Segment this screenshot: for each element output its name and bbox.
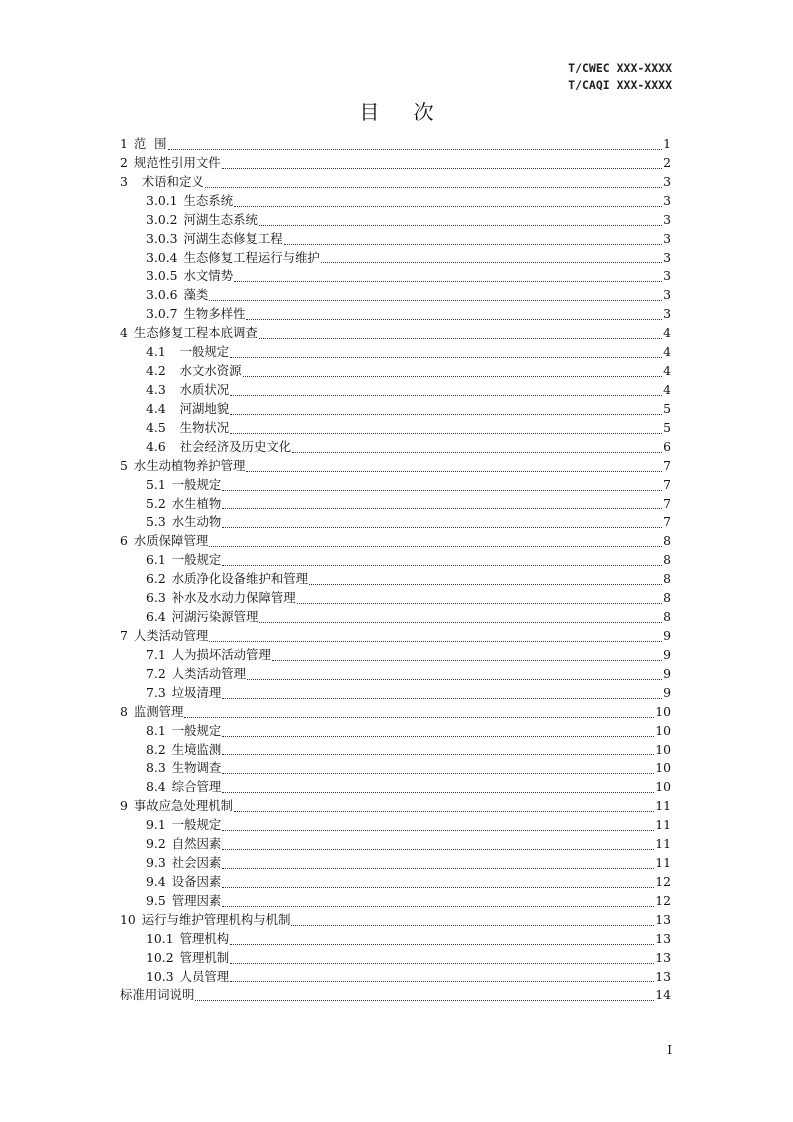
toc-entry[interactable] (120, 211, 671, 230)
toc-leader-dots (195, 989, 654, 1001)
toc-entry-title: 监测管理 (133, 703, 184, 719)
toc-entry-page: 3 (663, 211, 671, 227)
toc-entry-number: 3.0.5 (146, 268, 178, 284)
toc-leader-dots (309, 573, 662, 585)
toc-entry[interactable] (120, 192, 671, 211)
toc-entry[interactable] (120, 513, 671, 532)
toc-leader-dots (321, 251, 662, 263)
toc-leader-dots (222, 157, 662, 169)
toc-entry-title: 河湖污染源管理 (171, 609, 259, 625)
toc-leader-dots (222, 687, 662, 699)
toc-entry-page: 3 (663, 230, 671, 246)
toc-entry[interactable] (120, 173, 671, 192)
toc-entry-number: 9.1 (146, 817, 166, 833)
toc-leader-dots (246, 460, 662, 472)
toc-entry-page: 4 (663, 381, 671, 397)
toc-entry-title: 管理机构 (179, 930, 230, 946)
toc-entry-number: 8.3 (146, 760, 166, 776)
toc-entry-number: 3.0.6 (146, 287, 178, 303)
toc-entry-title: 设备因素 (171, 873, 222, 889)
toc-entry-page: 10 (655, 703, 671, 719)
toc-entry-title: 一般规定 (171, 817, 222, 833)
toc-entry-number: 9.4 (146, 873, 166, 889)
toc-entry[interactable] (120, 457, 671, 476)
toc-entry-title: 社会经济及历史文化 (171, 438, 292, 454)
toc-entry-number: 4.5 (146, 419, 166, 435)
toc-entry-title: 人为损坏活动管理 (171, 646, 271, 662)
toc-leader-dots (222, 516, 662, 528)
toc-leader-dots (184, 706, 654, 718)
toc-entry-title: 管理机制 (179, 949, 230, 965)
toc-entry-title: 生物调查 (171, 760, 222, 776)
toc-entry-page: 11 (655, 836, 671, 852)
toc-leader-dots (230, 384, 662, 396)
toc-leader-dots (247, 668, 662, 680)
toc-leader-dots (209, 630, 662, 642)
toc-leader-dots (222, 857, 654, 869)
toc-leader-dots (291, 914, 654, 926)
standard-codes (568, 60, 672, 94)
toc-entry[interactable] (120, 570, 671, 589)
toc-entry-page: 11 (655, 817, 671, 833)
toc-entry-title: 水生植物 (171, 495, 222, 511)
toc-entry-title: 人员管理 (179, 968, 230, 984)
toc-entry-page: 8 (663, 609, 671, 625)
toc-entry[interactable] (120, 665, 671, 684)
toc-leader-dots (222, 743, 654, 755)
toc-entry-number: 8.1 (146, 722, 166, 738)
toc-entry[interactable] (120, 419, 671, 438)
toc-entry[interactable] (120, 949, 671, 968)
toc-entry[interactable] (120, 911, 671, 930)
toc-entry-number: 9.3 (146, 855, 166, 871)
toc-entry-page: 3 (663, 192, 671, 208)
toc-entry-number: 3 (120, 173, 128, 189)
toc-entry-title: 补水及水动力保障管理 (171, 590, 296, 606)
toc-entry-number: 7.3 (146, 684, 166, 700)
toc-entry[interactable] (120, 362, 671, 381)
toc-leader-dots (259, 214, 662, 226)
toc-entry-number: 9 (120, 798, 128, 814)
toc-entry-page: 13 (655, 930, 671, 946)
toc-entry-number: 4.2 (146, 363, 166, 379)
toc-entry[interactable] (120, 873, 671, 892)
toc-entry-number: 4.6 (146, 438, 166, 454)
toc-entry[interactable] (120, 892, 671, 911)
toc-entry-number: 4.1 (146, 344, 166, 360)
toc-entry-page: 11 (655, 798, 671, 814)
toc-entry-page: 7 (663, 476, 671, 492)
toc-entry-number: 7.1 (146, 646, 166, 662)
toc-entry-title: 生态修复工程本底调查 (133, 325, 258, 341)
standard-code-cwec: T/CWEC XXX-XXXX (568, 61, 672, 75)
toc-leader-dots (222, 895, 654, 907)
toc-entry-number: 10.3 (146, 968, 174, 984)
toc-entry-page: 1 (663, 136, 671, 151)
page-title: 目 次 (359, 100, 448, 124)
toc-entry-title: 垃圾清理 (171, 684, 222, 700)
toc-entry-number: 7 (120, 627, 128, 643)
toc-leader-dots (230, 952, 654, 964)
toc-entry[interactable] (120, 305, 671, 324)
toc-entry-number: 9.5 (146, 892, 166, 908)
toc-entry-number: 3.0.4 (146, 249, 178, 265)
toc-entry-title: 规范性引用文件 (133, 154, 221, 170)
toc-entry-number: 2 (120, 154, 128, 170)
toc-entry-number: 8.4 (146, 779, 166, 795)
toc-leader-dots (234, 800, 654, 812)
toc-entry-title: 水生动物 (171, 514, 222, 530)
toc-entry[interactable] (120, 532, 671, 551)
table-of-contents (120, 135, 671, 1005)
toc-entry[interactable] (120, 930, 671, 949)
toc-entry-title: 生态系统 (183, 192, 234, 208)
toc-entry-number: 10.1 (146, 930, 174, 946)
toc-entry[interactable] (120, 400, 671, 419)
toc-entry-page: 9 (663, 646, 671, 662)
toc-entry-title: 一般规定 (171, 552, 222, 568)
toc-entry-title: 河湖地貌 (171, 400, 230, 416)
toc-entry[interactable] (120, 722, 671, 741)
toc-entry-page: 10 (655, 722, 671, 738)
toc-entry-number: 6.3 (146, 590, 166, 606)
toc-leader-dots (205, 176, 662, 188)
toc-entry-number: 10 (120, 911, 136, 927)
toc-leader-dots (230, 970, 654, 982)
toc-leader-dots (222, 762, 654, 774)
toc-entry[interactable] (120, 608, 671, 627)
toc-leader-dots (243, 365, 662, 377)
toc-entry-page: 10 (655, 779, 671, 795)
toc-entry[interactable] (120, 684, 671, 703)
toc-entry-page: 4 (663, 363, 671, 379)
toc-entry-number: 3.0.2 (146, 211, 178, 227)
toc-entry[interactable] (120, 835, 671, 854)
toc-entry-title: 水文情势 (183, 268, 234, 284)
toc-entry-title: 运行与维护管理机构与机制 (141, 911, 291, 927)
toc-entry-page: 8 (663, 590, 671, 606)
toc-entry-page: 7 (663, 495, 671, 511)
toc-leader-dots (222, 497, 662, 509)
toc-entry-title: 生物多样性 (183, 306, 246, 322)
toc-leader-dots (222, 781, 654, 793)
toc-leader-dots (234, 195, 662, 207)
toc-entry[interactable] (120, 286, 671, 305)
toc-entry[interactable] (120, 249, 671, 268)
toc-entry-title: 水生动植物养护管理 (133, 457, 246, 473)
toc-entry-number: 5.1 (146, 476, 166, 492)
toc-entry-title: 生物状况 (171, 419, 230, 435)
toc-entry-page: 3 (663, 173, 671, 189)
toc-entry-title: 人类活动管理 (133, 627, 209, 643)
toc-entry-title: 综合管理 (171, 779, 222, 795)
toc-entry[interactable] (120, 343, 671, 362)
toc-leader-dots (284, 233, 662, 245)
toc-leader-dots (209, 535, 662, 547)
toc-entry-page: 5 (663, 419, 671, 435)
toc-entry-page: 7 (663, 457, 671, 473)
toc-leader-dots (230, 346, 662, 358)
toc-leader-dots (222, 725, 654, 737)
toc-entry-title: 生境监测 (171, 741, 222, 757)
toc-entry[interactable] (120, 438, 671, 457)
toc-entry-page: 9 (663, 684, 671, 700)
toc-entry[interactable] (120, 589, 671, 608)
toc-entry-number: 3.0.1 (146, 192, 178, 208)
toc-leader-dots (209, 289, 662, 301)
toc-entry-number: 8 (120, 703, 128, 719)
toc-entry-page: 9 (663, 665, 671, 681)
toc-entry-number: 4.3 (146, 381, 166, 397)
toc-entry-title: 水质保障管理 (133, 533, 209, 549)
toc-entry-title: 事故应急处理机制 (133, 798, 234, 814)
toc-entry[interactable] (120, 551, 671, 570)
toc-entry-number: 5.3 (146, 514, 166, 530)
toc-entry-page: 3 (663, 268, 671, 284)
toc-entry-title: 范 围 (133, 136, 167, 151)
toc-leader-dots (297, 592, 662, 604)
toc-entry-title: 藻类 (183, 287, 209, 303)
toc-leader-dots (222, 479, 662, 491)
toc-entry[interactable] (120, 495, 671, 514)
toc-entry-number: 6.4 (146, 609, 166, 625)
toc-entry-page: 8 (663, 552, 671, 568)
toc-entry-title: 标准用词说明 (120, 987, 195, 1003)
toc-entry[interactable] (120, 703, 671, 722)
toc-entry[interactable] (120, 381, 671, 400)
toc-entry-title: 河湖生态系统 (183, 211, 258, 227)
toc-leader-dots (222, 554, 662, 566)
toc-entry[interactable] (120, 741, 671, 760)
toc-leader-dots (222, 876, 654, 888)
toc-entry-number: 1 (120, 136, 128, 151)
toc-entry-number: 9.2 (146, 836, 166, 852)
toc-entry-title: 河湖生态修复工程 (183, 230, 283, 246)
toc-entry-page: 11 (655, 855, 671, 871)
toc-entry-page: 13 (655, 968, 671, 984)
toc-leader-dots (230, 403, 662, 415)
toc-entry-title: 自然因素 (171, 836, 222, 852)
toc-entry[interactable] (120, 816, 671, 835)
toc-entry-number: 6.2 (146, 571, 166, 587)
toc-entry-number: 5 (120, 457, 128, 473)
toc-entry-number: 5.2 (146, 495, 166, 511)
toc-leader-dots (272, 649, 662, 661)
toc-entry[interactable] (120, 968, 671, 987)
toc-entry[interactable] (120, 797, 671, 816)
toc-leader-dots (230, 933, 654, 945)
toc-entry-page: 3 (663, 306, 671, 322)
toc-entry[interactable] (120, 627, 671, 646)
toc-entry-title: 水文水资源 (171, 363, 242, 379)
toc-entry[interactable] (120, 230, 671, 249)
toc-entry-page: 8 (663, 533, 671, 549)
toc-leader-dots (222, 819, 654, 831)
toc-entry-page: 3 (663, 287, 671, 303)
toc-entry-title: 术语和定义 (133, 173, 204, 189)
toc-entry[interactable] (120, 986, 671, 1005)
toc-entry[interactable] (120, 135, 671, 154)
toc-entry[interactable] (120, 267, 671, 286)
toc-entry-number: 4 (120, 325, 128, 341)
toc-entry-title: 一般规定 (171, 476, 222, 492)
toc-entry-page: 13 (655, 911, 671, 927)
toc-leader-dots (246, 308, 662, 320)
toc-entry-page: 7 (663, 514, 671, 530)
toc-entry-title: 生态修复工程运行与维护 (183, 249, 320, 265)
toc-entry-number: 3.0.3 (146, 230, 178, 246)
toc-leader-dots (259, 611, 662, 623)
toc-entry-title: 一般规定 (171, 722, 222, 738)
toc-entry-number: 6 (120, 533, 128, 549)
toc-entry-number: 6.1 (146, 552, 166, 568)
toc-entry-page: 10 (655, 741, 671, 757)
toc-leader-dots (292, 441, 662, 453)
toc-entry[interactable] (120, 476, 671, 495)
toc-entry-number: 4.4 (146, 400, 166, 416)
toc-entry-number: 8.2 (146, 741, 166, 757)
toc-entry-page: 12 (655, 892, 671, 908)
toc-entry-page: 10 (655, 760, 671, 776)
toc-entry-title: 人类活动管理 (171, 665, 247, 681)
toc-entry-page: 8 (663, 571, 671, 587)
toc-entry-page: 13 (655, 949, 671, 965)
toc-leader-dots (168, 138, 662, 150)
toc-entry[interactable] (120, 778, 671, 797)
standard-code-caqi: T/CAQI XXX-XXXX (568, 78, 672, 92)
toc-entry[interactable] (120, 324, 671, 343)
toc-entry-page: 3 (663, 249, 671, 265)
toc-entry-page: 9 (663, 627, 671, 643)
toc-entry-number: 10.2 (146, 949, 174, 965)
toc-entry-page: 12 (655, 873, 671, 889)
toc-entry-page: 2 (663, 154, 671, 170)
toc-entry-number: 3.0.7 (146, 306, 178, 322)
toc-leader-dots (259, 327, 662, 339)
toc-entry-number: 7.2 (146, 665, 166, 681)
toc-entry-title: 水质状况 (171, 381, 230, 397)
toc-entry-title: 水质净化设备维护和管理 (171, 571, 309, 587)
toc-entry-title: 管理因素 (171, 892, 222, 908)
toc-entry-title: 社会因素 (171, 855, 222, 871)
toc-entry-page: 5 (663, 400, 671, 416)
toc-entry-title: 一般规定 (171, 344, 230, 360)
toc-entry[interactable] (120, 154, 671, 173)
toc-entry-page: 4 (663, 325, 671, 341)
toc-entry[interactable] (120, 646, 671, 665)
page-number: I (667, 1043, 672, 1057)
toc-entry[interactable] (120, 759, 671, 778)
toc-leader-dots (234, 270, 662, 282)
toc-entry-page: 6 (663, 438, 671, 454)
toc-entry[interactable] (120, 854, 671, 873)
toc-entry-page: 4 (663, 344, 671, 360)
toc-entry-page: 14 (655, 987, 671, 1003)
toc-leader-dots (230, 422, 662, 434)
toc-leader-dots (222, 838, 654, 850)
